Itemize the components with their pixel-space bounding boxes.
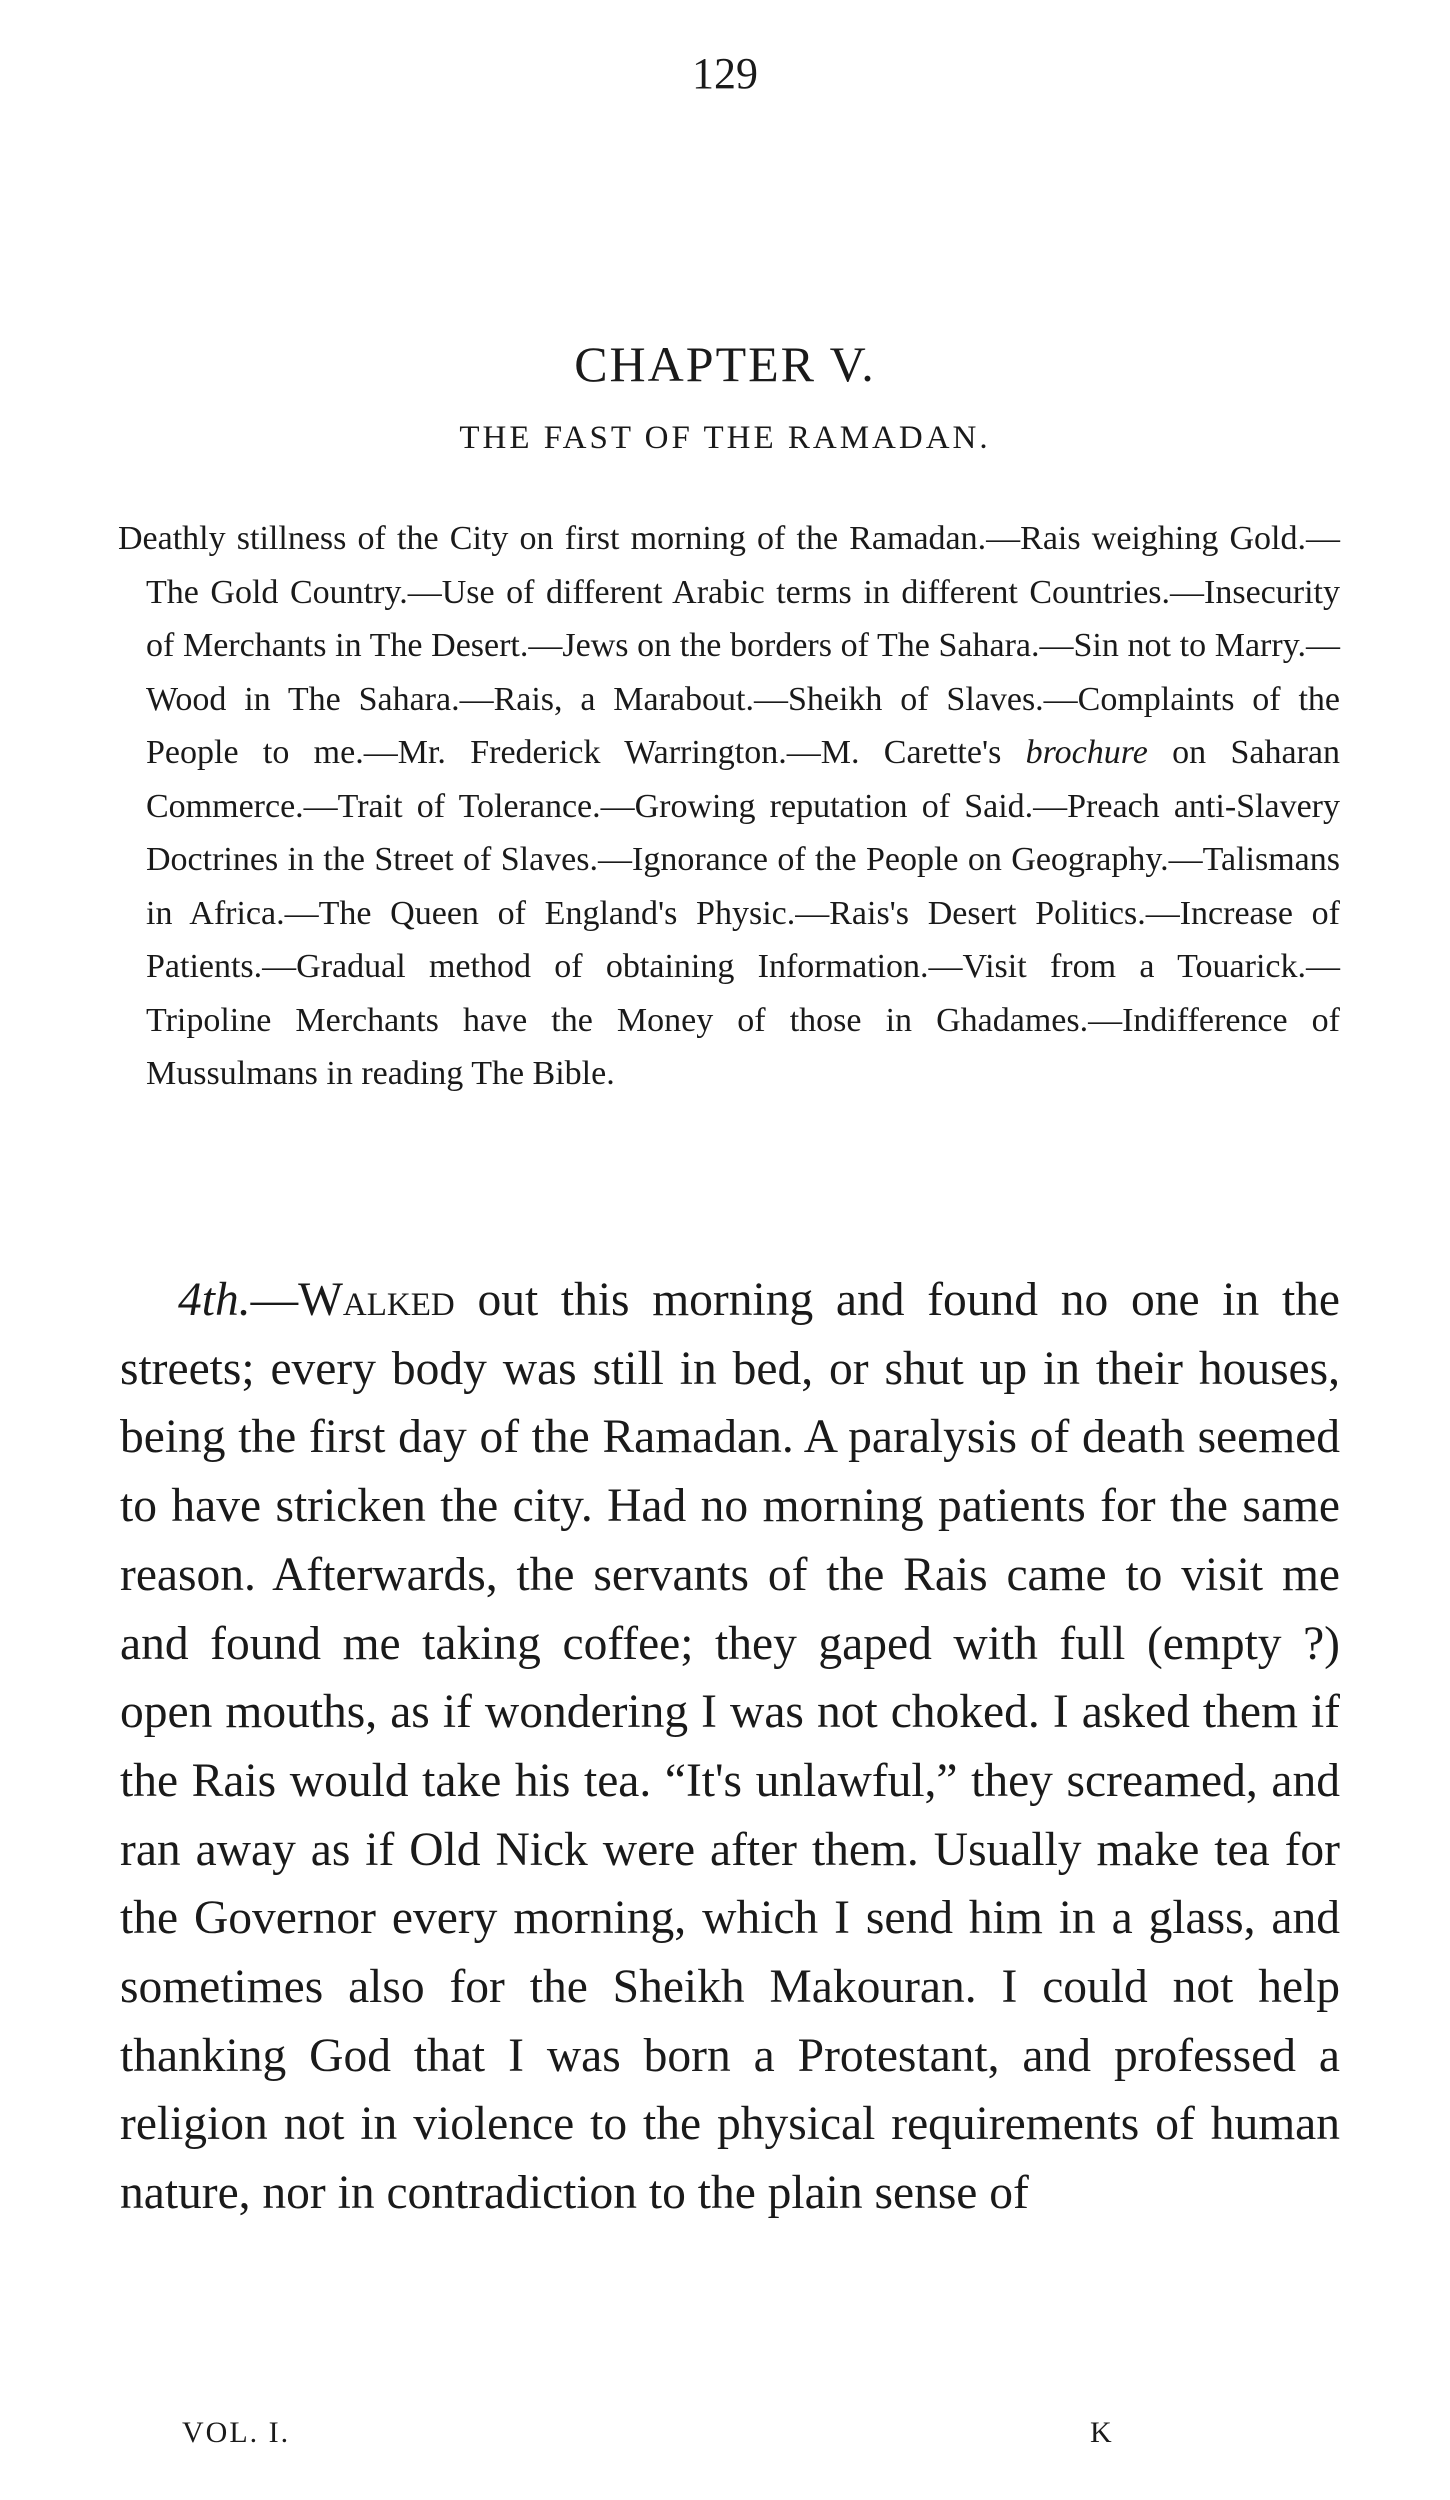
footer-volume: VOL. I. xyxy=(182,2416,291,2449)
body-paragraph xyxy=(120,1266,1340,2228)
chapter-subtitle: THE FAST OF THE RAMADAN. xyxy=(459,420,991,456)
body-text: out this morning and found no one in the streets; every body was still in bed, or shut up in their houses, being the first day of the Ramadan. A paralysis of death seemed to have stricken the city. Had no morning patients for the same reason. Afterwards, the servants of the Rais came to visit me and found me taking coffee; they gaped with full (empty ?) open mouths, as if wondering I was not choked. I asked them if the Rais would take his tea. “It's unlawful,” they screamed, and ran away as if Old Nick were after them. Usually make tea for the Governor every morning, which I send him in a glass, and sometimes also for the Sheikh Makouran. I could not help thanking God that I was born a Protestant, and professed a religion not in violence to the physical requirements of human nature, nor in contradiction to the plain sense of xyxy=(120,1274,1340,2220)
lead-word: Walked xyxy=(298,1274,455,1326)
entry-dash: — xyxy=(250,1274,299,1326)
synopsis-text-part1: Deathly stillness of the City on first morning of the Ramadan.—Rais weighing Gold.—The Gold Country.—Use of different Arabic terms in different Countries.—Insecurity of Merchants in The Desert.—Jews on the borders of The Sahara.—Sin not to Marry.—Wood in The Sahara.—Rais, a Marabout.—Sheikh of Slaves.—Complaints of the People to me.—Mr. Frederick Warrington.—M. Carette's xyxy=(118,520,1340,771)
chapter-synopsis xyxy=(118,512,1340,1101)
footer-signature-mark: K xyxy=(1090,2416,1112,2449)
entry-date: 4th. xyxy=(178,1274,251,1326)
page-number: 129 xyxy=(692,49,758,98)
synopsis-text-part2: on Saharan Commerce.—Trait of Tolerance.—Growing reputation of Said.—Preach anti-Slavery Doctrines in the Street of Slaves.—Ignorance of the People on Geography.—Talismans in Africa.—The Queen of England's Physic.—Rais's Desert Politics.—Increase of Patients.—Gradual method of obtaining Information.—Visit from a Touarick.—Tripoline Merchants have the Money of those in Ghadames.—Indifference of Mussulmans in reading The Bible. xyxy=(146,734,1340,1092)
synopsis-italic-word: brochure xyxy=(1025,734,1148,771)
chapter-title: CHAPTER V. xyxy=(574,336,876,392)
